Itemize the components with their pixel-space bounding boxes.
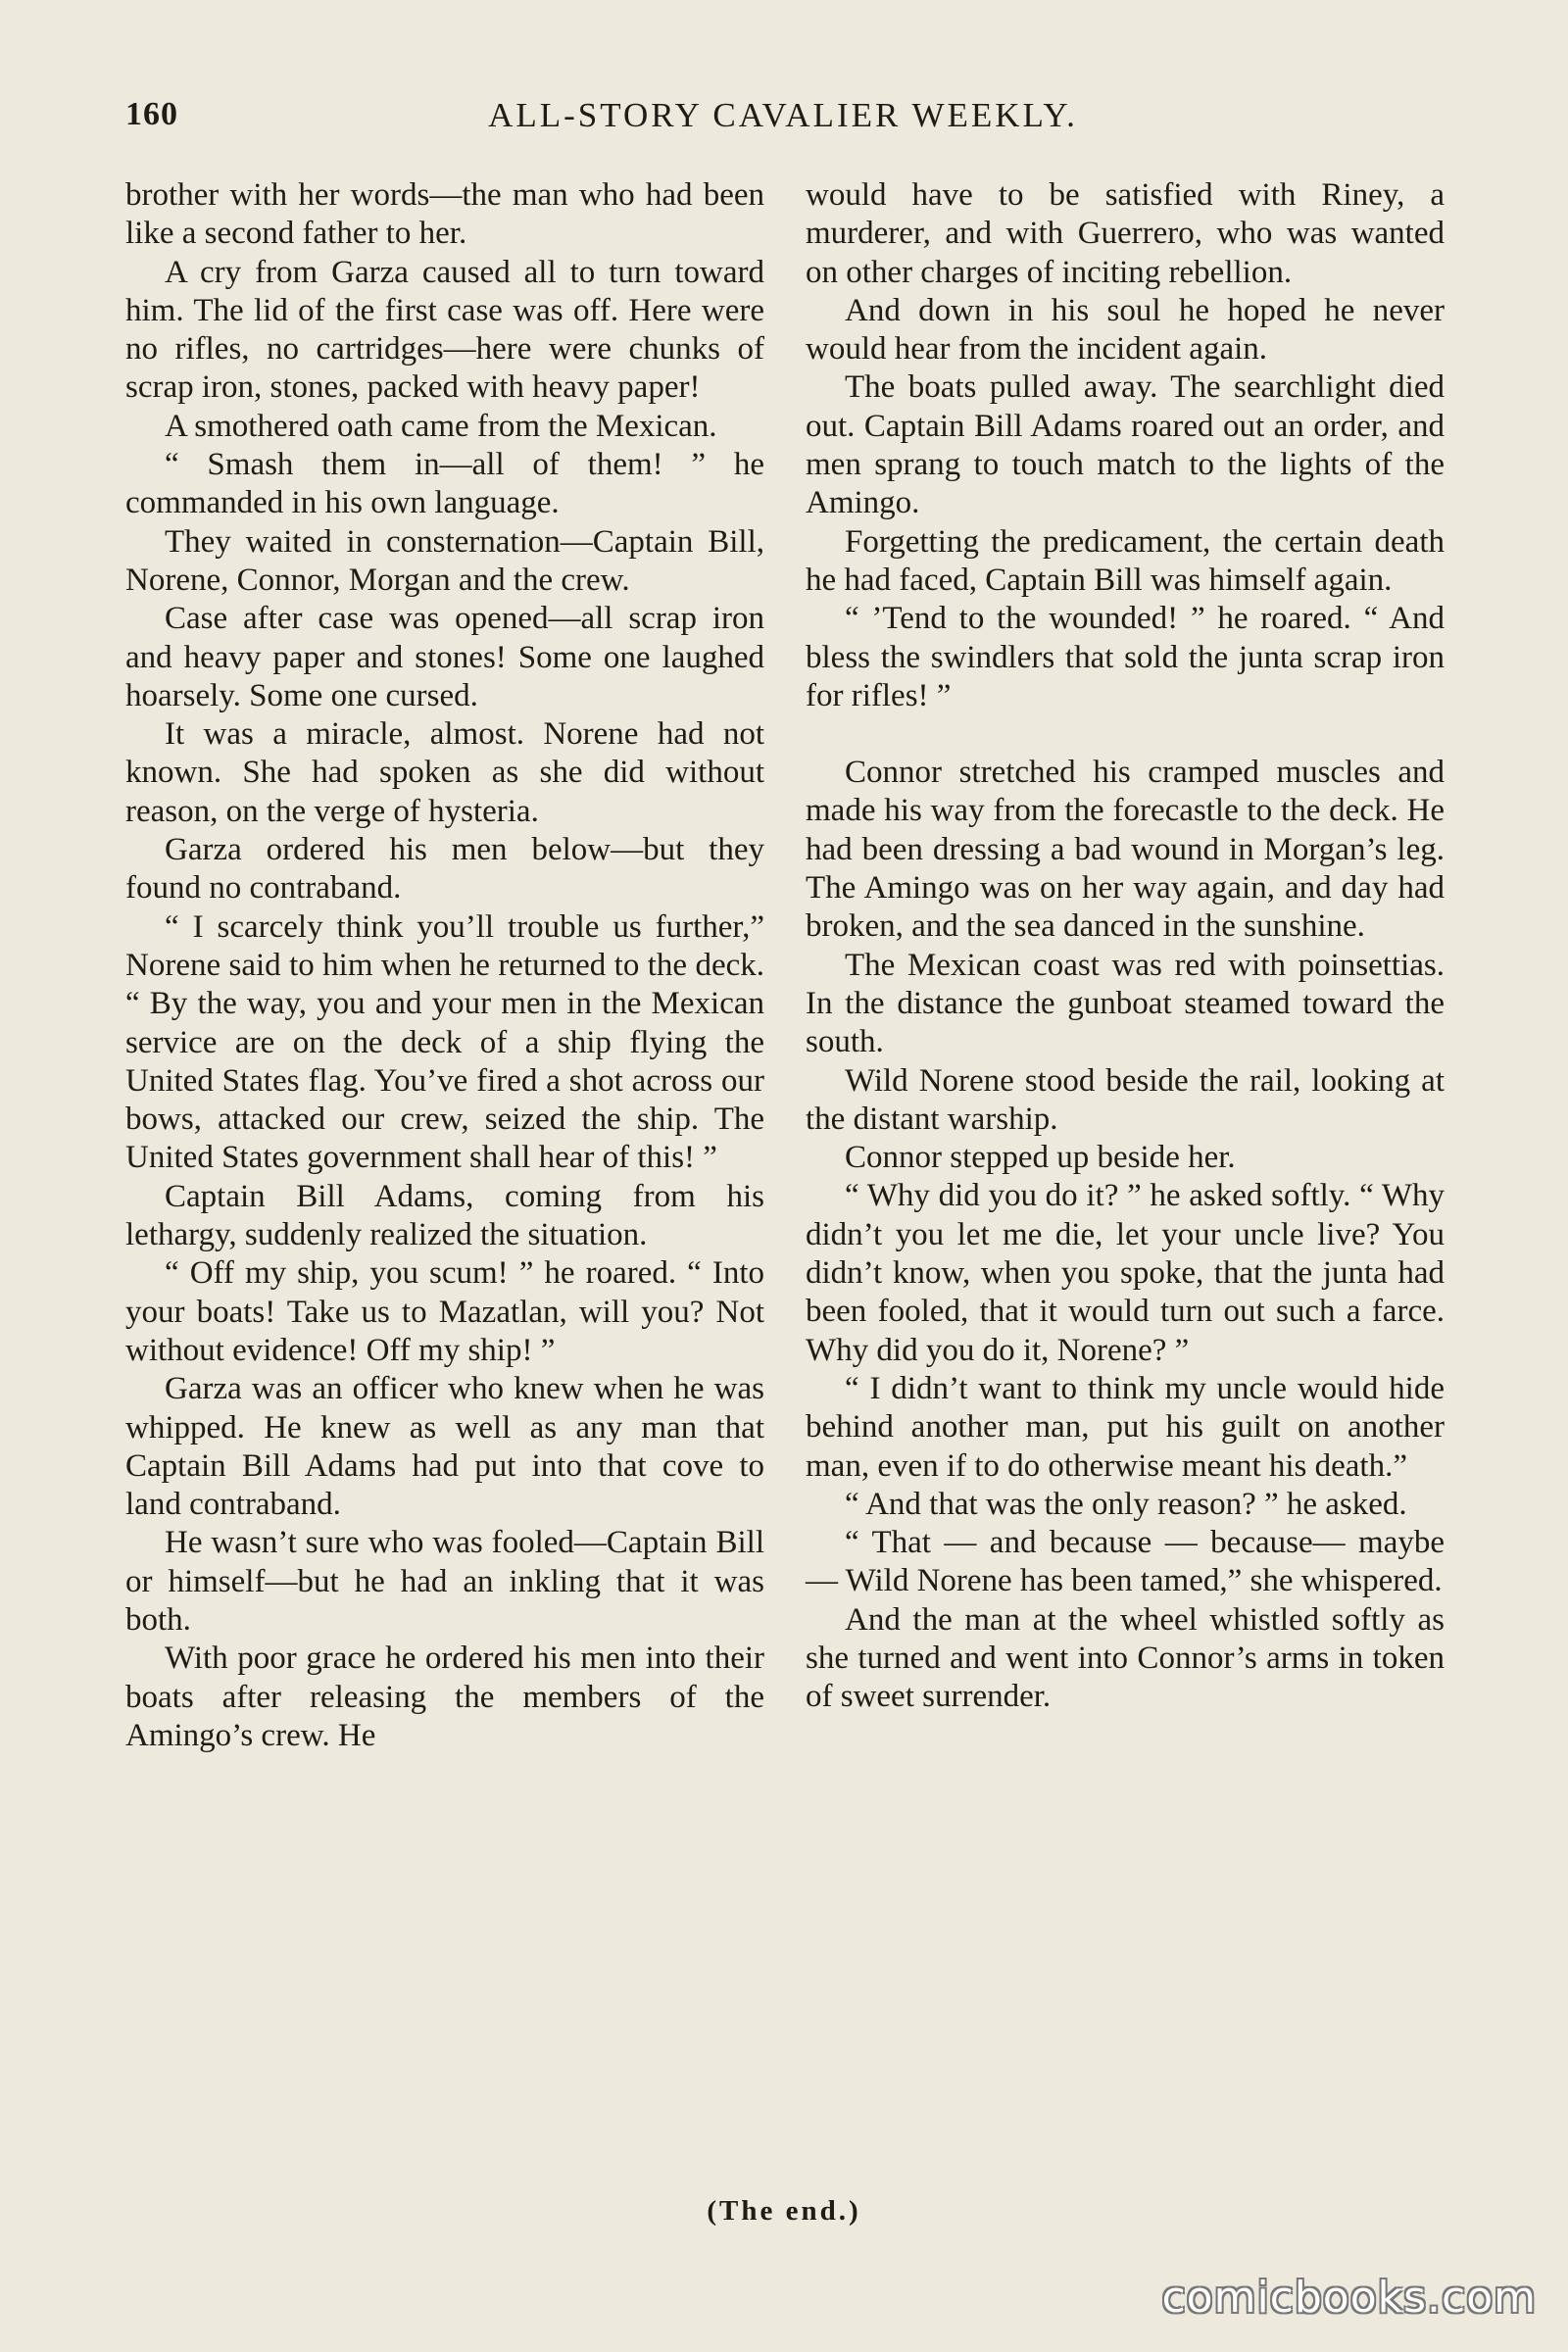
paragraph: With poor grace he ordered his men into their boats after releasing the members of the Amingo’s crew. He xyxy=(125,1641,764,1753)
paragraph: “ That — and because — because— maybe — Wild Norene has been tamed,” she whispered. xyxy=(806,1525,1445,1599)
paragraph: They waited in consternation—Captain Bill, Norene, Connor, Morgan and the crew. xyxy=(125,523,764,598)
text-columns xyxy=(125,176,1445,2185)
page-number: 160 xyxy=(125,96,178,132)
paragraph: would have to be satisfied with Riney, a murderer, and with Guerrero, who was wanted on other charges of inciting rebellion. xyxy=(806,177,1445,290)
paragraph: “ I didn’t want to think my uncle would hide behind another man, put his guilt on another man, even if to do otherwise meant his death.” xyxy=(806,1370,1445,1484)
paragraph: Case after case was opened—all scrap iron and heavy paper and stones! Some one laughed hoarsely. Some one cursed. xyxy=(125,601,764,713)
paragraph: brother with her words—the man who had been like a second father to her. xyxy=(125,177,764,252)
end-mark: (The end.) xyxy=(707,2195,861,2227)
paragraph: Captain Bill Adams, coming from his lethargy, suddenly realized the situation. xyxy=(125,1178,764,1253)
paragraph: A smothered oath came from the Mexican. xyxy=(165,408,717,444)
left-column xyxy=(125,176,764,2185)
paragraph: Garza was an officer who knew when he was whipped. He knew as well as any man that Captain Bill Adams had put into that cove to land contraband. xyxy=(125,1371,764,1523)
paragraph: And the man at the wheel whistled softly as she turned and went into Connor’s arms in token of sweet surrender. xyxy=(806,1601,1445,1715)
paragraph: “ ’Tend to the wounded! ” he roared. “ And bless the swindlers that sold the junta scrap iron for rifles! ” xyxy=(806,601,1445,713)
right-column xyxy=(806,176,1445,2185)
paragraph: Connor stretched his cramped muscles and made his way from the forecastle to the deck. He had been dressing a bad wound in Morgan’s leg. The Amingo was on her way again, and day had broken, and the sea danced in the sunshine. xyxy=(806,755,1445,945)
paragraph: The boats pulled away. The searchlight died out. Captain Bill Adams roared out an order, and men sprang to touch match to the lights of the Amingo. xyxy=(806,369,1445,521)
paragraph: “ Smash them in—all of them! ” he commanded in his own language. xyxy=(125,447,764,521)
paragraph: A cry from Garza caused all to turn toward him. The lid of the first case was off. Here were no rifles, no cartridges—here were chunks of scrap iron, stones, packed with heavy paper! xyxy=(125,254,764,406)
paragraph: It was a miracle, almost. Norene had not known. She had spoken as she did without reason, on the verge of hysteria. xyxy=(125,716,764,829)
paragraph: “ Why did you do it? ” he asked softly. “ Why didn’t you let me die, let your uncle live? You didn’t know, when you spoke, that the junta had been fooled, that it would turn out such a farce. Why did you do it, Norene? ” xyxy=(806,1178,1445,1368)
paragraph: “ Off my ship, you scum! ” he roared. “ Into your boats! Take us to Mazatlan, will you? Not without evidence! Off my ship! ” xyxy=(125,1255,764,1368)
page-header xyxy=(125,96,1441,155)
running-head: ALL-STORY CAVALIER WEEKLY. xyxy=(488,96,1078,134)
paragraph: Garza ordered his men below—but they found no contraband. xyxy=(125,832,764,906)
paragraph: “ And that was the only reason? ” he asked. xyxy=(845,1486,1407,1522)
paragraph: The Mexican coast was red with poinsettias. In the distance the gunboat steamed toward the south. xyxy=(806,947,1445,1060)
paragraph: He wasn’t sure who was fooled—Captain Bill or himself—but he had an inkling that it was both. xyxy=(125,1525,764,1638)
paragraph: “ I scarcely think you’ll trouble us further,” Norene said to him when he returned to the deck. “ By the way, you and your men in the Mexican service are on the deck of a ship flying the United States flag. You’ve fired a shot across our bows, attacked our crew, seized the ship. The United States government shall hear of this! ” xyxy=(125,908,764,1176)
watermark: comicbooks.com xyxy=(1161,2273,1537,2323)
paragraph: Wild Norene stood beside the rail, looking at the distant warship. xyxy=(806,1062,1445,1137)
paragraph: And down in his soul he hoped he never would hear from the incident again. xyxy=(806,292,1445,368)
paragraph: Forgetting the predicament, the certain death he had faced, Captain Bill was himself again. xyxy=(806,523,1445,598)
paragraph: Connor stepped up beside her. xyxy=(845,1140,1236,1176)
